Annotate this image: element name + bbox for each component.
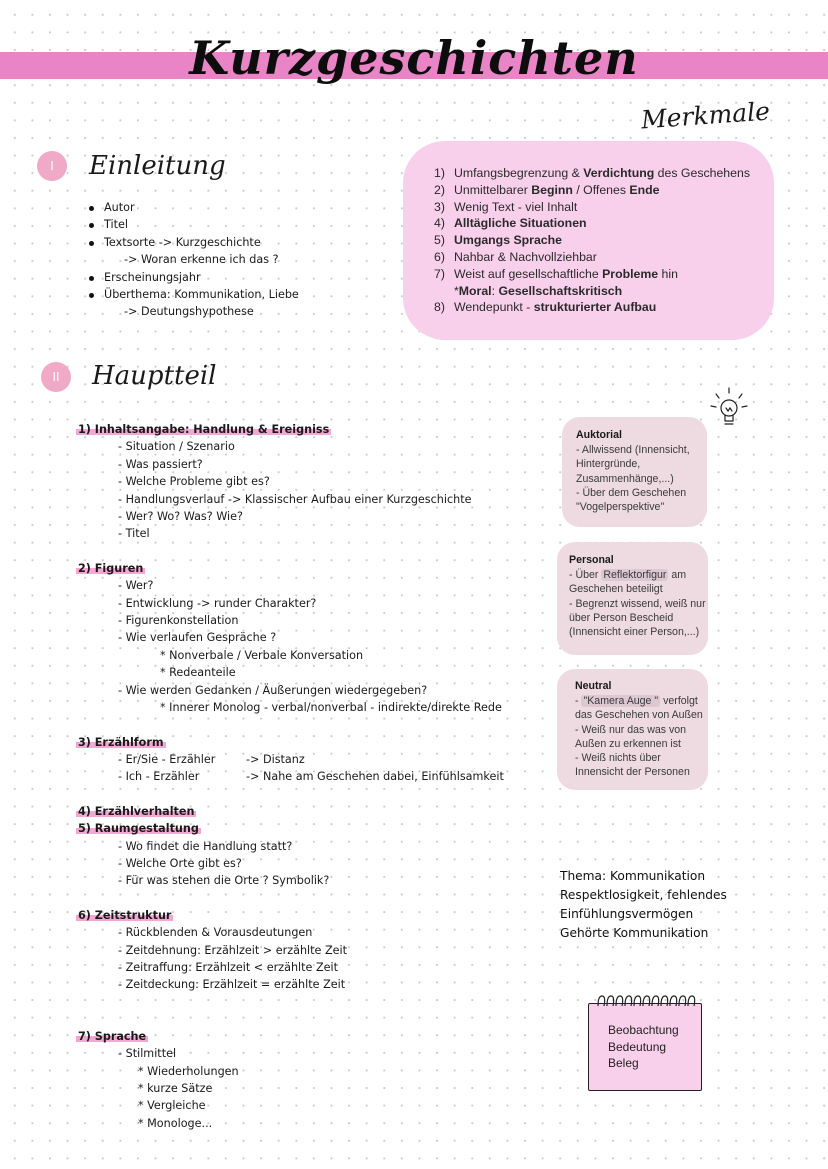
card-neutral <box>557 669 708 790</box>
list-item: - Rückblenden & Vorausdeutungen <box>118 926 313 940</box>
merkmal-number: 8) <box>434 300 445 315</box>
list-item: -> Woran erkenne ich das ? <box>124 253 279 267</box>
thema-line: Respektlosigkeit, fehlendes <box>560 888 727 902</box>
erzaehlform-right: -> Distanz <box>246 752 305 766</box>
note-line: Beleg <box>608 1056 639 1070</box>
merkmal-text: hin <box>658 266 678 281</box>
list-item: - Wer? Wo? Was? Wie? <box>118 510 243 524</box>
lightbulb-icon <box>708 384 752 432</box>
card-line: - Weiß nichts über <box>575 752 661 765</box>
merkmal-number: 2) <box>434 182 445 197</box>
merkmale-list <box>434 165 774 316</box>
sprache-title: 7) Sprache <box>78 1029 147 1043</box>
merkmal-text: : <box>491 283 499 298</box>
erzaehlform-left: - Ich - Erzähler <box>118 770 200 784</box>
list-item: - Für was stehen die Orte ? Symbolik? <box>118 874 330 888</box>
list-item: - Wer? <box>118 579 154 593</box>
merkmal-text: Umfangsbegrenzung & <box>454 166 584 180</box>
merkmal-number: 6) <box>434 249 445 264</box>
sticky-note <box>588 1003 702 1091</box>
merkmal-text: Probleme <box>602 266 659 281</box>
merkmal-item <box>434 182 774 199</box>
merkmal-item <box>434 232 774 249</box>
merkmal-text: Umgangs Sprache <box>454 233 562 248</box>
card-line: Innensicht der Personen <box>575 766 690 779</box>
merkmal-text: Ende <box>629 182 660 197</box>
merkmal-number: 3) <box>434 199 445 214</box>
merkmal-text: Weist auf gesellschaftliche <box>454 266 603 281</box>
list-item: Erscheinungsjahr <box>86 269 386 286</box>
merkmal-number: 7) <box>434 266 445 281</box>
card-line: Außen zu erkennen ist <box>575 737 681 750</box>
list-item: * Monologe... <box>138 1116 213 1130</box>
thema-line: Gehörte Kommunikation <box>560 926 709 940</box>
card-line: "Vogelperspektive" <box>576 501 665 514</box>
raumgestaltung-title: 5) Raumgestaltung <box>78 822 199 836</box>
list-item: Textsorte -> Kurzgeschichte <box>86 234 386 251</box>
card-line: - Allwissend (Innensicht, <box>576 444 690 457</box>
card-personal <box>557 542 708 655</box>
list-item: * Vergleiche <box>138 1099 206 1113</box>
merkmale-heading: Merkmale <box>640 96 771 135</box>
card-auktorial <box>562 417 707 527</box>
card-line: - Über dem Geschehen <box>576 486 687 499</box>
einleitung-heading: Einleitung <box>89 151 226 181</box>
list-item: Autor <box>86 199 386 216</box>
merkmal-text: Alltägliche Situationen <box>454 216 587 231</box>
merkmal-item <box>434 215 774 232</box>
merkmal-item <box>434 266 774 283</box>
card-line: - Über <box>569 569 602 582</box>
thema-line: Einfühlungsvermögen <box>560 907 694 921</box>
erzaehlform-left: - Er/Sie - Erzähler <box>118 752 216 766</box>
list-item: * Innerer Monolog - verbal/nonverbal - indirekte/direkte Rede <box>160 701 502 715</box>
list-item: - Zeitraffung: Erzählzeit < erzählte Zeit <box>118 960 339 974</box>
card-line: - Begrenzt wissend, weiß nur <box>569 597 706 610</box>
merkmal-text: Wendepunkt - <box>454 300 534 315</box>
section-badge-einleitung: I <box>37 151 67 181</box>
card-head: Auktorial <box>576 429 622 441</box>
spiral-binding-icon <box>594 992 698 1010</box>
thema-line: Thema: Kommunikation <box>560 869 706 883</box>
list-item: - Wo findet die Handlung statt? <box>118 839 293 853</box>
merkmal-item <box>434 299 774 316</box>
erzaehlverhalten-title: 4) Erzählverhalten <box>78 804 195 818</box>
list-item: - Wie werden Gedanken / Äußerungen wiedergegeben? <box>118 683 428 697</box>
merkmal-text: strukturierter Aufbau <box>533 300 657 315</box>
card-line: Hintergründe, <box>576 458 641 471</box>
merkmal-item <box>434 165 774 182</box>
list-item: Titel <box>86 216 386 233</box>
card-line: Geschehen beteiligt <box>569 583 663 596</box>
list-item: - Situation / Szenario <box>118 440 235 454</box>
list-item: * Wiederholungen <box>138 1064 239 1078</box>
thema-block <box>560 867 727 943</box>
merkmal-text: / Offenes <box>572 182 630 197</box>
section-badge-hauptteil: II <box>41 362 71 392</box>
list-item: - Entwicklung -> runder Charakter? <box>118 596 317 610</box>
hauptteil-content <box>76 421 556 1132</box>
list-item: -> Deutungshypothese <box>124 305 254 319</box>
page-title: Kurzgeschichten <box>189 31 639 85</box>
card-mark: "Kamera Auge " <box>583 695 659 708</box>
list-item: - Zeitdeckung: Erzählzeit = erzählte Zeit <box>118 978 346 992</box>
erzaehlform-row <box>118 768 556 785</box>
erzaehlform-right: -> Nahe am Geschehen dabei, Einfühlsamkeit <box>246 770 504 784</box>
note-line: Bedeutung <box>608 1039 667 1054</box>
zeitstruktur-title: 6) Zeitstruktur <box>78 908 172 922</box>
merkmal-text: Gesellschaftskritisch <box>498 283 623 298</box>
card-line: Zusammenhänge,...) <box>576 472 674 485</box>
list-item: * kurze Sätze <box>138 1082 213 1095</box>
card-line: verfolgt <box>660 695 698 708</box>
einleitung-list <box>86 199 386 321</box>
card-head: Personal <box>569 554 614 566</box>
list-item: Überthema: Kommunikation, Liebe <box>86 286 386 303</box>
list-item: - Welche Probleme gibt es? <box>118 475 270 489</box>
merkmal-text: Beginn <box>531 182 573 197</box>
list-item: - Wie verlaufen Gespräche ? <box>118 631 277 645</box>
merkmal-text: Wenig Text - viel Inhalt <box>454 199 578 214</box>
card-head: Neutral <box>575 680 612 692</box>
merkmal-number: 5) <box>434 233 445 248</box>
card-line: das Geschehen von Außen <box>575 709 703 722</box>
list-item: * Nonverbale / Verbale Konversation <box>160 648 364 662</box>
merkmal-text: Moral <box>458 283 492 298</box>
merkmal-text: Verdichtung <box>583 166 655 180</box>
merkmal-number: 1) <box>434 166 445 180</box>
card-line: am <box>668 569 687 582</box>
list-item: - Figurenkonstellation <box>118 614 239 628</box>
card-line: - Weiß nur das was von <box>575 723 687 736</box>
merkmal-text: Unmittelbarer <box>454 182 532 197</box>
hauptteil-heading: Hauptteil <box>92 361 217 391</box>
card-line: über Person Bescheid <box>569 611 674 624</box>
merkmal-text: Nahbar & Nachvollziehbar <box>454 249 597 264</box>
card-line: (Innensicht einer Person,...) <box>569 626 700 639</box>
list-item: * Redeanteile <box>160 666 236 680</box>
list-item: - Titel <box>118 527 150 541</box>
list-item: - Handlungsverlauf -> Klassischer Aufbau einer Kurzgeschichte <box>118 492 472 506</box>
card-line: - <box>575 695 582 708</box>
list-item: - Welche Orte gibt es? <box>118 856 242 870</box>
merkmal-text: des Geschehens <box>654 166 750 180</box>
list-item: - Stilmittel <box>118 1047 177 1061</box>
merkmal-number: 4) <box>434 216 445 231</box>
erzaehlform-row <box>118 751 556 768</box>
erzaehlform-title: 3) Erzählform <box>78 735 164 749</box>
inhaltsangabe-title: 1) Inhaltsangabe: Handlung & Ereigniss <box>78 423 330 436</box>
merkmal-item <box>434 283 774 300</box>
merkmal-text: * <box>454 283 459 298</box>
merkmal-item <box>434 249 774 266</box>
list-item: - Was passiert? <box>118 457 203 471</box>
figuren-title: 2) Figuren <box>78 561 144 575</box>
merkmal-item <box>434 199 774 216</box>
card-mark: Reflektorfigur <box>603 569 667 582</box>
list-item: - Zeitdehnung: Erzählzeit > erzählte Zeit <box>118 943 348 957</box>
note-line: Beobachtung <box>608 1023 679 1037</box>
